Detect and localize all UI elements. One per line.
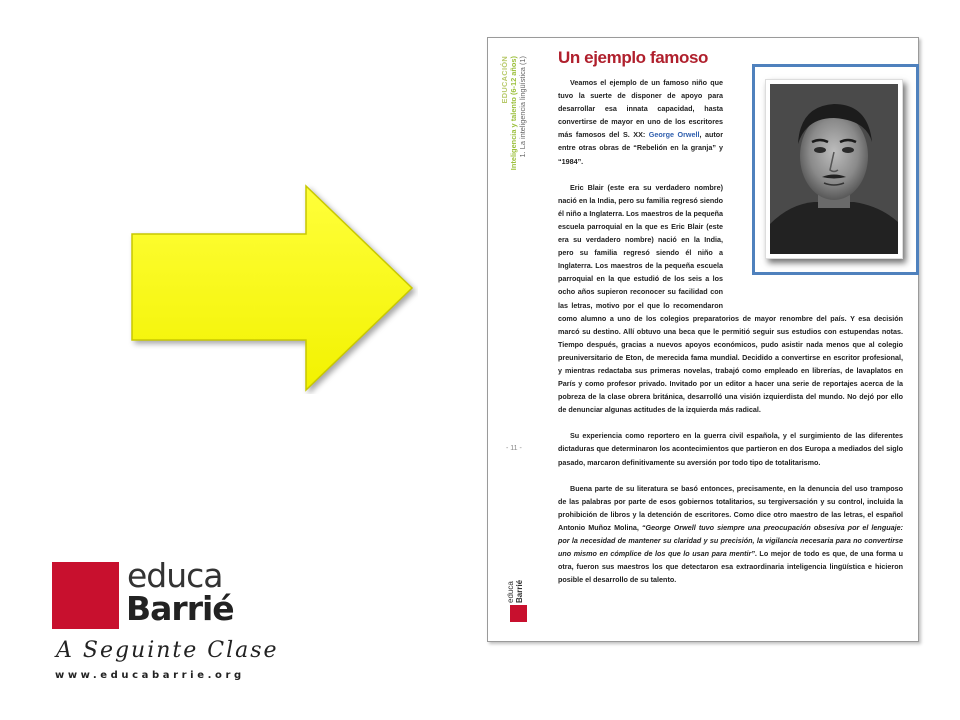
logo-word-barrie: Barrié bbox=[126, 589, 234, 628]
mini-logo-square bbox=[510, 605, 527, 622]
page-title: Un ejemplo famoso bbox=[558, 48, 709, 67]
document-page bbox=[487, 37, 919, 642]
logo-url: www.educabarrie.org bbox=[55, 670, 245, 681]
side-section-label bbox=[500, 56, 550, 231]
page-number: - 11 - bbox=[506, 445, 522, 452]
portrait-image bbox=[770, 84, 898, 254]
paragraph-4-text-b: . Lo mejor de todo es que, de una forma u otra, fueron sus maestros los que detectaron esa extraordinaria inteligencia lingüística e hicieron posible el desarrollo de su talento. bbox=[558, 549, 903, 585]
paragraph-2: Eric Blair (este era su verdadero nombre) nació en la India, pero su familia regresó siendo él niño a Inglaterra. Los maestros de la pequeña escuela parroquial en la que es Eric Blair (este era su verdadero nombre) nació en la India, pero su familia regresó siendo él niño a Inglaterra. Los maestros de la pequeña escuela parroquial en la que estudió de los seis a los ocho años supieron reconocer su facilidad con las letras, motivo por el que lo recomendaron como alumno a uno de los colegios preparatorios de mayor renombre del país. Y esa decisión marcó su destino. Allí obtuvo una beca que le permitió seguir sus estudios con estupendas notas. Tiempo después, gracias a nuevos apoyos económicos, pudo asistir nada menos que al colegio preuniversitario de Eton, de merecida fama mundial. Decidido a convertirse en escritor profesional, y mientras redactaba sus primeras novelas, trabajó como empleado en librerías, de lavaplatos en París y como profesor privado. Invitado por un editor a hacer una serie de reportajes acerca de la pobreza de la clase obrera británica, desarrolló una visión izquierdista del mundo. No dejó por ello de denunciar algunas actitudes de la izquierda más radical. bbox=[558, 182, 903, 415]
yellow-arrow bbox=[128, 182, 418, 394]
portrait-photo-frame[interactable] bbox=[752, 64, 919, 275]
paragraph-1-text-b: , autor entre otras obras de “Rebelión en la granja” y “1984”. bbox=[558, 130, 723, 166]
paragraph-1-text-a: Veamos el ejemplo de un famoso niño que tuvo la suerte de disponer de apoyo para desarrollar esa innata capacidad, hasta convertirse de mayor en uno de los escritores más famosos del S. XX: bbox=[558, 78, 723, 140]
paragraph-4-text-a: Buena parte de su literatura se basó entonces, precisamente, en la denuncia del uso tramposo de las palabras por parte de esos gobiernos totalitarios, su tergiversación y su control, incluida la prohibición de libros y la detención de escritores. Como dice otro maestro de las letras, el español Antonio Muñoz Molina, bbox=[558, 483, 903, 532]
paragraph-4 bbox=[558, 482, 903, 587]
logo-slogan: A Seguinte Clase bbox=[56, 638, 279, 663]
page-mini-logo bbox=[506, 563, 534, 623]
portrait-photo bbox=[765, 79, 903, 259]
side-label-subtopic: 1. La inteligencia lingüística (1) bbox=[518, 56, 527, 158]
mini-logo-educa: educa bbox=[506, 581, 515, 603]
side-label-education: EDUCACIÓN bbox=[500, 56, 509, 104]
educa-barrie-logo bbox=[52, 556, 279, 687]
logo-red-square bbox=[52, 562, 119, 629]
side-label-topic: Inteligencia y talento (6-12 años) bbox=[509, 56, 518, 171]
orwell-link[interactable]: George Orwell bbox=[648, 130, 700, 140]
paragraph-4-quote: “George Orwell tuvo siempre una preocupación obsesiva por el lenguaje: por la necesidad de mantener su claridad y su precisión, la vigilancia necesaria para no convertirse uno mismo en cómplice de los que lo usan para mentir” bbox=[558, 522, 903, 559]
mini-logo-barrie: Barrié bbox=[515, 579, 524, 603]
paragraph-3: Su experiencia como reportero en la guerra civil española, y el surgimiento de las diferentes dictaduras que determinaron los acontecimientos que partieron en dos Europa a mediados del siglo pasado, marcaron definitivamente su aversión por todo tipo de totalitarismo. bbox=[558, 431, 903, 467]
logo-word-educa: educa bbox=[127, 556, 223, 595]
